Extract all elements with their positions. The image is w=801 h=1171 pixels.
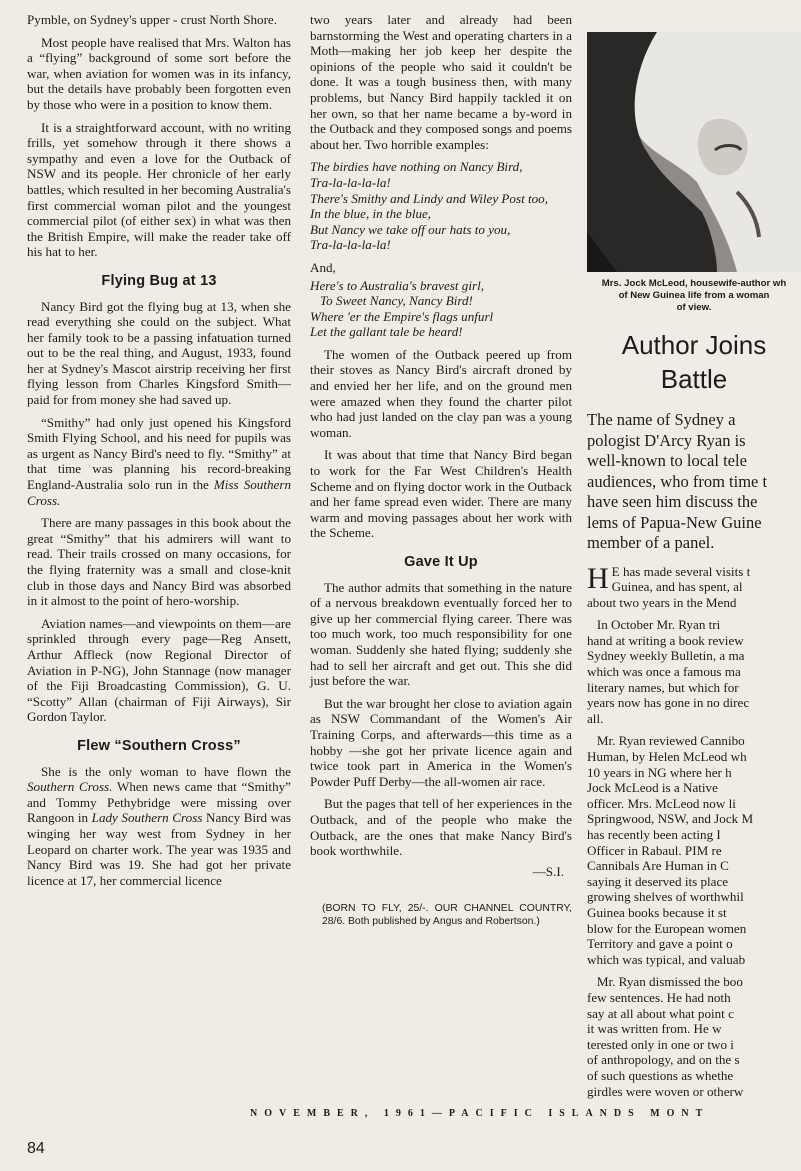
poem-line: The birdies have nothing on Nancy Bird, [310,159,523,175]
section-heading: Flew “Southern Cross” [77,737,241,754]
text-line: Guinea books because it st [587,904,727,920]
drop-cap: H [587,561,609,595]
italic-title: Southern Cross. [27,779,113,795]
poem-line: To Sweet Nancy, Nancy Bird! [320,293,473,309]
headline-line: Author Joins [621,330,767,360]
paragraph [587,617,801,726]
paragraph [587,561,801,611]
text-line: of anthropology, and on the s [587,1052,740,1068]
text-line: about two years in the Mend [587,594,737,610]
italic-title: Lady Southern Cross [91,810,203,826]
text-line: has recently been acting I [587,827,721,842]
paragraph: two years later and already had been barnstorming the West and operating charters in a Moth—making her job keep her despite the opinions of the people who said it couldn't be done. It was a tough business then, with many problems, but Nancy Bird happily tackled it on her own, so that her name became a by-word in the Outback and they composed songs and poems about her. Two horrible examples: [310,12,572,152]
text-line: which was once a famous ma [587,664,741,680]
paragraph: The women of the Outback peered up from their stoves as Nancy Bird's aircraft droned by and envied her her life, and on the ground men were amazed when they found the charter pilot who had just landed on the clay pan was a young woman. [310,346,572,440]
text-line: say at all about what point c [587,1005,734,1021]
poem-line: In the blue, in the blue, [310,206,432,222]
text-line: In October Mr. Ryan tri [596,617,721,633]
text-line: hand at writing a book review [587,632,744,648]
text-line: which was typical, and valuab [587,951,746,967]
text-line: few sentences. He had noth [587,989,731,1005]
lead-line: pologist D'Arcy Ryan is [587,430,746,450]
paragraph: Nancy Bird got the flying bug at 13, when she read everything she could on the subject. What her family took to be a passing infatuation turned out to be the real thing, and August, 1933, found her at Sydney's Mascot airstrip receiving her first flying lesson from Charles Kingsford Smith—paid for from money she had saved up. [27,298,291,408]
headline-line: Battle [660,364,728,394]
poem [310,278,572,340]
text-line: saying it deserved its place [587,873,729,889]
book-note: (BORN TO FLY, 25/-. OUR CHANNEL COUNTRY, 28/6. Both published by Angus and Robertson.) [322,903,572,927]
lead-line: have seen him discuss the [587,492,758,511]
italic-title: Miss Southern Cross. [27,477,291,508]
paragraph: But the pages that tell of her experiences in the Outback, and of the people who make the Outback, are the ones that make Nancy Bird's book worthwhile. [310,796,572,859]
portrait-image [587,32,801,272]
poem-line: But Nancy we take off our hats to you, [310,221,511,237]
text-line: growing shelves of worthwhil [587,889,744,905]
column-left [27,12,291,895]
paragraph: It is a straightforward account, with no writing frills, yet somehow through it there shows a sympathy and even a love for the Outback of NSW and its people. Her chronicle of her early battles, which resulted in her becoming Australia's first commercial woman pilot and the youngest commercial pilot (of either sex) in what was then the British Empire, will make the reader take off his hat to her. [27,119,291,260]
caption-line: of view. [676,302,712,313]
text-line: literary names, but which for [587,679,739,695]
text-run: “Smithy” had only just opened his Kingsford Smith Flying School, and his need for pupils was as urgent as Nancy Bird's need to fly. “Smithy” at that time was planning his record-breaking England-Australia solo run in the [27,414,291,493]
text-line: 10 years in NG where her h [587,764,732,780]
poem-line: Here's to Australia's bravest girl, [310,277,485,293]
poem [310,159,572,253]
text-run: Nancy Bird was winging her way west from Sydney in her Leopard on charter work. The year was 1935 and Nancy Bird was 19. She had got her private licence at 17, her commercial licence [27,810,291,888]
text-line: Human, by Helen McLeod wh [587,749,747,765]
signature: —S.I. [532,863,564,879]
paragraph: And, [310,259,336,275]
text-line: Officer in Rabaul. PIM re [587,842,722,858]
paragraph: There are many passages in this book about the great “Smithy” that his admirers will want to read. Their trails crossed on many occasions, for the flying fraternity was a small and close-knit club in those days and Nancy Bird was absorbed in it almost to the point of hero-worship. [27,515,291,609]
text-line: Sydney weekly Bulletin, a ma [587,648,745,664]
paragraph [27,415,291,509]
lead-line: The name of Sydney a [587,410,736,429]
text-line: of such questions as whethe [587,1067,734,1083]
running-footer: NOVEMBER, 1961—PACIFIC ISLANDS MONT [250,1108,710,1119]
poem-line: Where 'er the Empire's flags unfurl [310,308,494,324]
text-line: Territory and gave a point o [587,936,733,952]
text-line: all. [587,710,604,726]
text-line: Springwood, NSW, and Jock M [587,811,754,827]
text-line: girdles were woven or otherw [587,1083,744,1099]
poem-line: Tra-la-la-la-la! [310,174,391,190]
text-line: it was written from. He w [587,1021,722,1037]
paragraph [587,974,801,1099]
page-number: 84 [27,1140,45,1157]
paragraph: But the war brought her close to aviation again as NSW Commandant of the Women's Air Training Corps, and afterwards—this time as a hobby —she got her private licence again and twice took part in America in the Women's Powder Puff Derby—the all-women air race. [310,695,572,789]
text-run: When news came that “Smithy” and Tommy Pethybridge were missing over Rangoon in [27,779,291,826]
paragraph: Aviation names—and viewpoints on them—are sprinkled through every page—Reg Ansett, Arthur Affleck (now Regional Director of Aviation in P-NG), John Stannage (now manager of the Fiji Broadcasting Commission), G. U. “Scotty” Allan (chairman of Fiji Airways), Sir Gordon Taylor. [27,615,291,725]
paragraph: Pymble, on Sydney's upper - crust North Shore. [27,12,278,27]
caption-line: Mrs. Jock McLeod, housewife-author wh [601,278,787,289]
poem-line: Tra-la-la-la-la! [310,237,391,253]
lead-paragraph [587,410,801,554]
caption-line: of New Guinea life from a woman [618,290,770,301]
text-line: Guinea, and has spent, al [611,579,743,595]
text-line: E has made several visits t [611,563,751,579]
column-middle [310,12,572,928]
paragraph [27,764,291,889]
section-heading: Flying Bug at 13 [101,272,217,289]
text-line: years now has gone in no direc [587,695,750,711]
lead-line: well-known to local tele [587,451,747,470]
section-heading: Gave It Up [404,554,478,570]
text-line: Jock McLeod is a Native [587,780,718,796]
poem-line: Let the gallant tale be heard! [310,324,463,340]
text-line: officer. Mrs. McLeod now li [587,795,736,811]
lead-line: lems of Papua-New Guine [587,512,762,532]
lead-line: audiences, who from time t [587,471,768,491]
paragraph: Most people have realised that Mrs. Walton has a “flying” background of some sort before the war, when aviation for women was in its infancy, but the details have probably been forgotten even by those who were in a position to know them. [27,34,291,112]
portrait-photo [587,32,801,272]
paragraph [587,733,801,967]
text-line: Mr. Ryan dismissed the boo [596,974,743,990]
text-line: Mr. Ryan reviewed Cannibo [596,733,745,749]
column-right [587,12,801,1102]
text-line: terested only in one or two i [587,1036,734,1052]
lead-line: member of a panel. [587,533,715,552]
paragraph: The author admits that something in the nature of a nervous breakdown eventually forced her to give up her commercial flying career. There was too much work, too much responsibility for one woman. Suddenly she hated flying; suddenly she had to sell her aircraft and get out. This she did just before the war. [310,579,572,689]
article-headline [587,328,801,396]
text-line: Cannibals Are Human in C [587,858,729,874]
text-line: blow for the European women [587,920,747,936]
text-run: She is the only woman to have flown the [41,763,291,779]
photo-caption [587,278,801,314]
poem-line: There's Smithy and Lindy and Wiley Post too, [310,190,548,206]
paragraph: It was about that time that Nancy Bird began to work for the Far West Children's Health Scheme and on flying doctor work in the Outback and her fame spread even wider. There are many warm and moving passages about her work with the Scheme. [310,447,572,541]
